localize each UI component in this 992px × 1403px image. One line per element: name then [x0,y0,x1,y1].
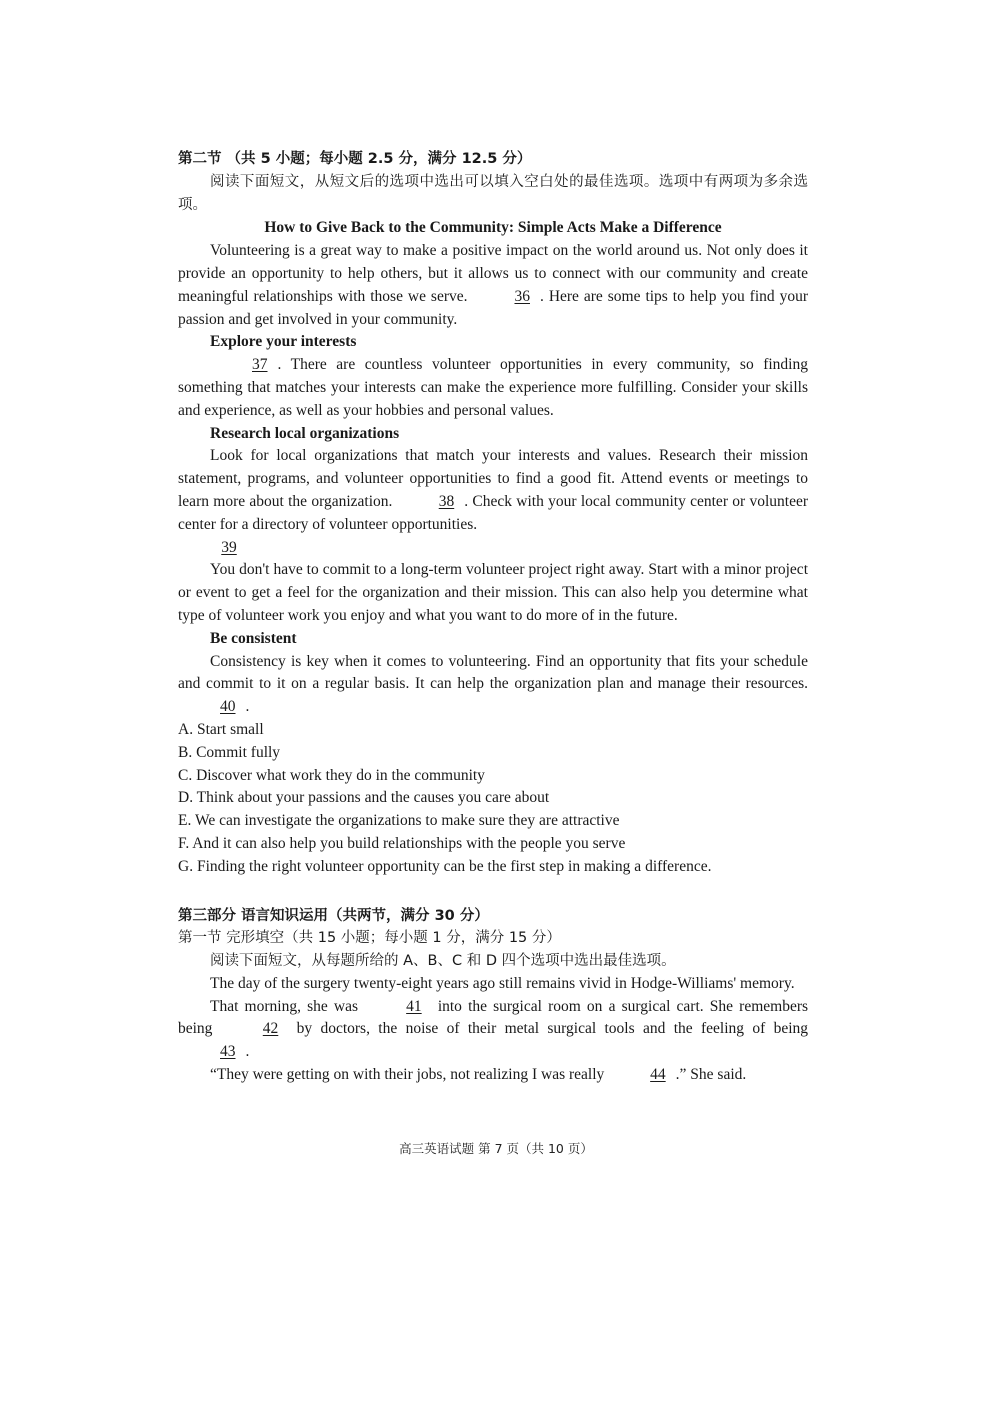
blank-42: 42 [262,1020,279,1038]
subheading-research: Research local organizations [210,424,400,442]
section2-heading: 第二节 （共 5 小题；每小题 2.5 分，满分 12.5 分） [178,151,532,167]
blank-41: 41 [406,997,422,1015]
blank-39: 39 [221,538,237,556]
blank-43: 43 [220,1043,236,1061]
consistent-end: . [245,698,250,716]
passage-title: How to Give Back to the Community: Simple Acts Make a Difference [264,219,722,237]
page-content [178,148,808,1087]
part3-instruction: 阅读下面短文，从每题所给的 A、B、C 和 D 四个选项中选出最佳选项。 [210,953,676,970]
cloze-text-2d: . [245,1043,250,1061]
subheading-consistent: Be consistent [210,629,297,647]
option-b: B. Commit fully [178,743,281,761]
part3-subheading: 第一节 完形填空（共 15 小题；每小题 1 分，满分 15 分） [178,930,561,947]
cloze-sentence-1: The day of the surgery twenty-eight years ago still remains vivid in Hodge-Williams' memory. [210,974,795,992]
option-c: C. Discover what work they do in the community [178,766,485,784]
page-footer: 高三英语试题 第 7 页（共 10 页） [399,1141,593,1156]
subheading-explore: Explore your interests [210,333,357,351]
research-text-b: . Check with your local community center or volunteer center for a directory of volunteer opportunities. [178,492,808,533]
blank-38: 38 [438,492,455,510]
consistent-text: Consistency is key when it comes to volunteering. Find an opportunity that fits your schedule and commit to it on a regular basis. It can help the organization plan and manage their resources. [178,652,808,693]
blank-44: 44 [650,1066,666,1084]
passage-intro [178,240,808,331]
blank-37: 37 [252,356,268,374]
cloze-paragraph-2 [178,996,808,1064]
cloze-text-3b: .” She said. [675,1066,747,1084]
blank-40: 40 [220,698,236,716]
cloze-text-2a: That morning, she was [210,997,358,1015]
option-g: G. Finding the right volunteer opportunity can be the first step in making a difference. [178,857,712,875]
intro-text-a: Volunteering is a great way to make a positive impact on the world around us. Not only does it provide an opportunity to help others, but it allows us to connect with our community and create meaningful relationships with those we serve. [178,242,808,305]
paragraph-start: You don't have to commit to a long-term volunteer project right away. Start with a minor project or event to get a feel for the organization and their mission. This can also help you determine what type of volunteer work you enjoy and what you want to do more of in the future. [178,561,808,624]
blank-39-line [178,537,808,560]
option-d: D. Think about your passions and the causes you care about [178,789,550,807]
cloze-text-2c: by doctors, the noise of their metal surgical tools and the feeling of being [296,1020,809,1038]
paragraph-research [178,445,808,536]
part3-heading: 第三部分 语言知识运用（共两节，满分 30 分） [178,907,489,924]
research-text-a: Look for local organizations that match your interests and values. Research their mission statement, programs, and volunteer opportunities to find a good fit. Attend events or meetings to learn more about the organization. [178,447,808,510]
cloze-paragraph-3 [178,1064,808,1087]
option-a: A. Start small [178,720,264,738]
blank-36: 36 [514,287,530,305]
explore-text: . There are countless volunteer opportunities in every community, so finding something that matches your interests can make the experience more fulfilling. Consider your skills and experience, as well as your hobbies and personal values. [178,356,808,419]
option-f: F. And it can also help you build relationships with the people you serve [178,834,626,852]
intro-text-b: . Here are some tips to help you find your passion and get involved in your community. [178,287,808,328]
cloze-text-3a: “They were getting on with their jobs, not realizing I was really [210,1066,605,1084]
section2-instruction: 阅读下面短文，从短文后的选项中选出可以填入空白处的最佳选项。选项中有两项为多余选项。 [178,173,808,213]
option-e: E. We can investigate the organizations to make sure they are attractive [178,812,620,830]
cloze-text-2b: into the surgical room on a surgical cart. She remembers being [178,997,809,1038]
paragraph-explore [178,354,808,422]
paragraph-consistent [178,651,808,719]
